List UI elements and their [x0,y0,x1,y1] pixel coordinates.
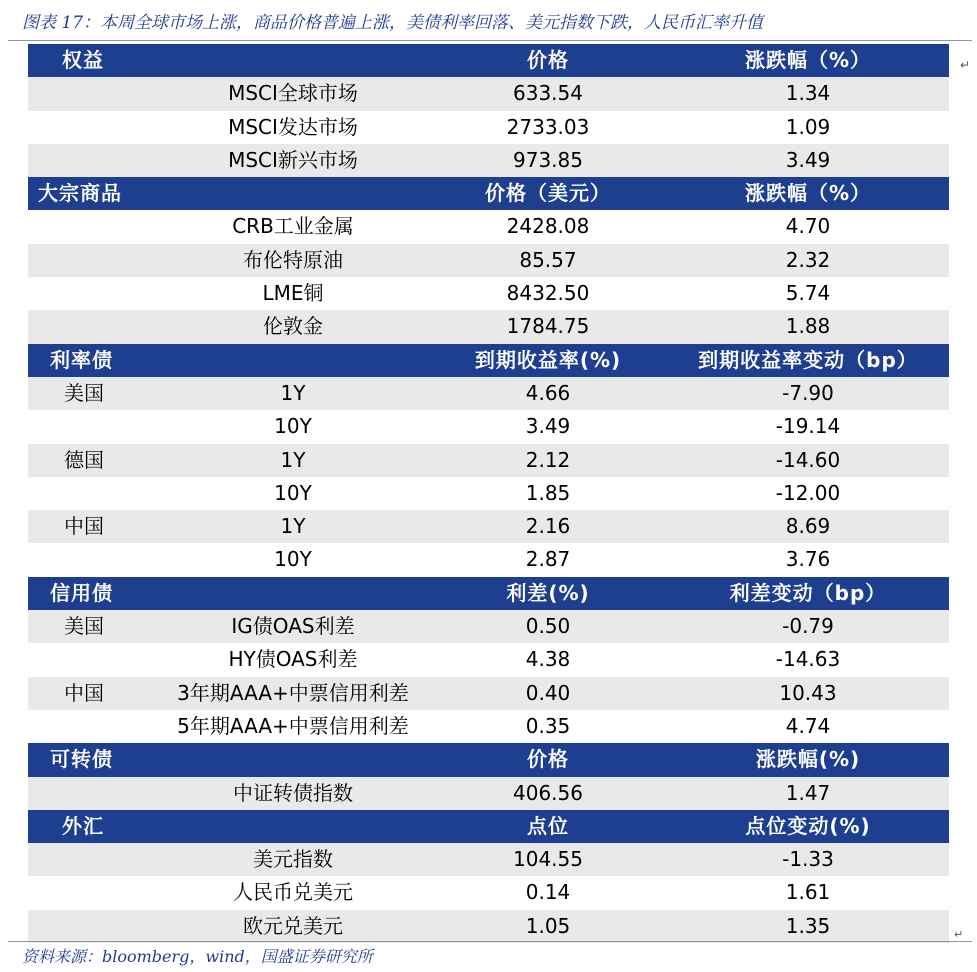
table-row [28,210,949,243]
section-label: 可转债 [50,747,113,772]
row-change: 4.74 [785,713,831,738]
row-value: 4.66 [525,380,571,405]
table-row [28,610,949,643]
section-header-credit [28,577,949,610]
table-row [28,111,949,144]
column-header-change: 涨跌幅(%) [755,747,861,772]
row-value: 2428.08 [506,214,590,239]
row-value: 4.38 [525,647,571,672]
row-change: 1.88 [785,314,831,339]
column-header-price: 价格 [527,747,569,772]
table-row [28,310,949,343]
market-table [28,44,949,943]
row-value: 0.35 [525,713,571,738]
row-name: CRB工业金属 [232,214,354,239]
row-change: -12.00 [775,480,841,505]
row-name: LME铜 [262,281,324,306]
row-change: 1.61 [785,880,831,905]
table-row [28,710,949,743]
row-name: 人民币兑美元 [233,880,353,905]
column-header-level-change: 点位变动(%) [745,813,871,838]
row-change: 1.47 [785,780,831,805]
section-header-convertible [28,743,949,776]
section-header-fx [28,810,949,843]
row-change: 10.43 [779,680,837,705]
section-label: 大宗商品 [38,181,122,206]
row-change: 5.74 [785,281,831,306]
row-region: 德国 [64,447,104,472]
section-label: 信用债 [50,580,113,605]
row-value: 633.54 [513,81,583,106]
row-change: -14.60 [775,447,841,472]
row-change: 3.76 [785,547,831,572]
row-change: 3.49 [785,147,831,172]
row-value: 2.16 [525,514,571,539]
row-value: 1.05 [525,913,571,938]
row-name: HY债OAS利差 [228,647,358,672]
row-name: 伦敦金 [263,314,323,339]
row-change: 2.32 [785,247,831,272]
table-row [28,843,949,876]
row-value: 1784.75 [506,314,590,339]
table-row [28,244,949,277]
row-name: 3年期AAA+中票信用利差 [177,680,409,705]
column-header-price: 价格 [527,48,569,72]
table-row [28,77,949,110]
table-row [28,643,949,676]
row-change: 8.69 [785,514,831,539]
column-header-level: 点位 [527,813,569,838]
row-value: 0.50 [525,614,571,639]
column-header-yield: 到期收益率(%) [474,347,622,372]
table-row [28,910,949,943]
row-region: 中国 [64,514,104,539]
table-row [28,410,949,443]
section-label: 权益 [62,48,104,72]
row-value: 2.87 [525,547,571,572]
row-tenor: 10Y [274,547,312,572]
row-change: -7.90 [782,380,834,405]
footer-divider [8,941,972,942]
row-change: -0.79 [782,614,834,639]
row-tenor: 1Y [280,380,306,405]
paragraph-mark: ↵ [954,928,964,941]
figure-title: 图表 17：本周全球市场上涨，商品价格普遍上涨，美债利率回落、美元指数下跌，人民币汇率升值 [22,13,764,33]
row-value: 973.85 [513,147,583,172]
table-row [28,876,949,909]
table-row [28,277,949,310]
row-value: 406.56 [513,780,583,805]
table-row [28,510,949,543]
row-name: 布伦特原油 [243,247,343,272]
row-change: -1.33 [782,847,834,872]
row-value: 104.55 [513,847,583,872]
table-row [28,444,949,477]
section-header-commodity [28,177,949,210]
section-label: 利率债 [50,347,113,372]
row-value: 1.85 [525,480,571,505]
row-value: 0.14 [525,880,571,905]
row-value: 8432.50 [506,281,590,306]
table-row [28,377,949,410]
row-change: 4.70 [785,214,831,239]
row-region: 美国 [64,380,104,405]
row-name: 中证转债指数 [233,780,353,805]
section-header-rates [28,344,949,377]
row-name: 欧元兑美元 [243,913,343,938]
row-name: MSCI新兴市场 [228,147,358,172]
table-row [28,777,949,810]
row-tenor: 1Y [280,447,306,472]
section-header-equity [28,44,949,77]
column-header-spread: 利差(%) [506,580,590,605]
row-region: 美国 [64,614,104,639]
table-row [28,144,949,177]
paragraph-mark: ↵ [960,58,971,72]
column-header-yield-change: 到期收益率变动（bp） [698,347,918,372]
column-header-change: 涨跌幅（%） [744,48,872,72]
row-name: MSCI全球市场 [228,81,358,106]
section-label: 外汇 [62,813,104,838]
title-divider [8,40,972,41]
column-header-change: 涨跌幅（%） [744,181,872,206]
table-row [28,477,949,510]
source-note: 资料来源：bloomberg，wind，国盛证券研究所 [22,947,373,966]
row-name: MSCI发达市场 [228,114,358,139]
row-name: IG债OAS利差 [231,614,355,639]
row-value: 0.40 [525,680,571,705]
row-change: -19.14 [775,414,841,439]
row-change: 1.35 [785,913,831,938]
row-name: 5年期AAA+中票信用利差 [177,713,409,738]
column-header-price: 价格（美元） [485,181,611,206]
row-tenor: 10Y [274,480,312,505]
table-row [28,677,949,710]
row-tenor: 10Y [274,414,312,439]
row-value: 3.49 [525,414,571,439]
row-name: 美元指数 [253,847,333,872]
row-region: 中国 [64,680,104,705]
row-value: 85.57 [519,247,577,272]
row-change: 1.09 [785,114,831,139]
row-value: 2733.03 [506,114,590,139]
column-header-spread-change: 利差变动（bp） [729,580,887,605]
row-change: 1.34 [785,81,831,106]
row-change: -14.63 [775,647,841,672]
row-tenor: 1Y [280,514,306,539]
row-value: 2.12 [525,447,571,472]
table-row [28,543,949,576]
